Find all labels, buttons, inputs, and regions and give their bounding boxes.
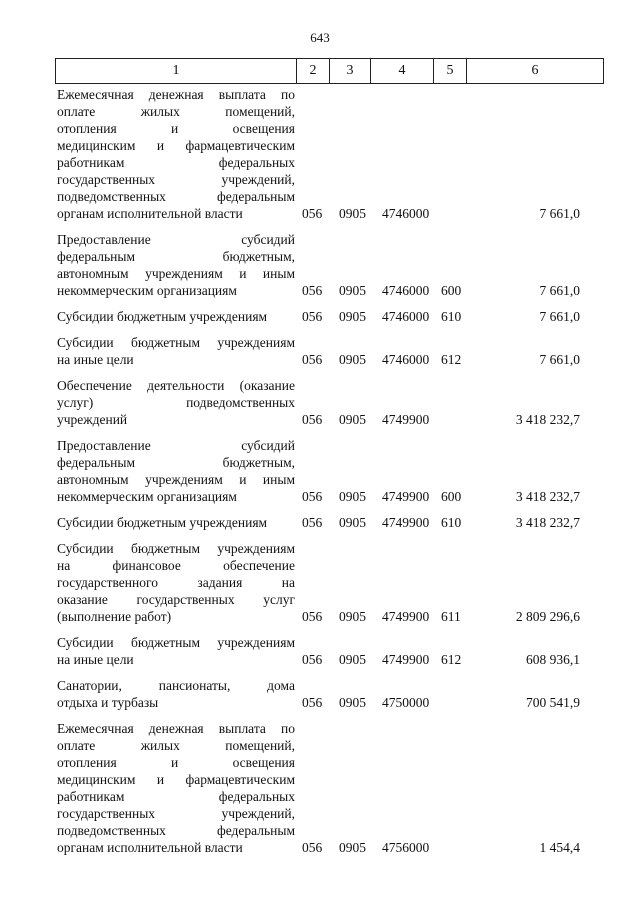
- description-line: Предоставление субсидий: [57, 438, 295, 453]
- description-line: работникам федеральных: [57, 789, 295, 804]
- description-line: оплате жилых помещений,: [57, 738, 295, 753]
- column-header-4: 4: [371, 59, 434, 84]
- ministry-code: 056: [302, 652, 323, 667]
- ministry-code: 056: [302, 352, 323, 367]
- amount: 3 418 232,7: [515, 515, 580, 530]
- table-row: [55, 86, 600, 222]
- section-code: 0905: [339, 489, 366, 504]
- target-article-code: 4746000: [382, 283, 430, 298]
- expense-type-code: 612: [441, 352, 462, 367]
- section-code: 0905: [339, 206, 366, 221]
- description-line: отдыха и турбазы: [57, 695, 159, 710]
- description-line: автономным учреждениям и иным: [57, 266, 295, 281]
- ministry-code: 056: [302, 412, 323, 427]
- column-header-6: 6: [467, 59, 604, 84]
- section-code: 0905: [339, 309, 366, 324]
- column-header-table: [55, 58, 604, 84]
- ministry-code: 056: [302, 283, 323, 298]
- row-codes: [55, 488, 600, 505]
- description-line: некоммерческим организациям: [57, 283, 237, 298]
- row-codes: [55, 411, 600, 428]
- table-row: [55, 334, 600, 368]
- expense-type-code: 611: [441, 609, 461, 624]
- column-header-3: 3: [330, 59, 371, 84]
- description-line: Предоставление субсидий: [57, 232, 295, 247]
- description-line: федеральным бюджетным,: [57, 249, 295, 264]
- ministry-code: 056: [302, 840, 323, 855]
- ministry-code: 056: [302, 695, 323, 710]
- description-line: государственных учреждений,: [57, 806, 295, 821]
- target-article-code: 4750000: [382, 695, 430, 710]
- column-header-row: [56, 59, 604, 84]
- description-line: на финансовое обеспечение: [57, 558, 295, 573]
- description-line: органам исполнительной власти: [57, 840, 243, 855]
- description-line: автономным учреждениям и иным: [57, 472, 295, 487]
- description-line: Обеспечение деятельности (оказание: [57, 378, 295, 393]
- section-code: 0905: [339, 283, 366, 298]
- description-line: Субсидии бюджетным учреждениям: [57, 635, 295, 650]
- description-line: федеральным бюджетным,: [57, 455, 295, 470]
- expense-type-code: 600: [441, 489, 462, 504]
- amount: 7 661,0: [539, 206, 580, 221]
- amount: 1 454,4: [539, 840, 580, 855]
- target-article-code: 4746000: [382, 352, 430, 367]
- description-line: (выполнение работ): [57, 609, 172, 624]
- section-code: 0905: [339, 652, 366, 667]
- target-article-code: 4746000: [382, 206, 430, 221]
- amount: 608 936,1: [526, 652, 580, 667]
- description-line: Субсидии бюджетным учреждениям: [57, 541, 295, 556]
- amount: 7 661,0: [539, 352, 580, 367]
- amount: 3 418 232,7: [515, 489, 580, 504]
- table-row: [55, 634, 600, 668]
- target-article-code: 4749900: [382, 652, 430, 667]
- amount: 2 809 296,6: [515, 609, 580, 624]
- description-line: оказание государственных услуг: [57, 592, 295, 607]
- description-line: услуг) подведомственных: [57, 395, 295, 410]
- budget-table-body: [55, 86, 600, 865]
- description-line: оплате жилых помещений,: [57, 104, 295, 119]
- section-code: 0905: [339, 515, 366, 530]
- row-codes: [55, 308, 600, 325]
- section-code: 0905: [339, 412, 366, 427]
- expense-type-code: 610: [441, 309, 462, 324]
- section-code: 0905: [339, 695, 366, 710]
- description-line: Ежемесячная денежная выплата по: [57, 721, 295, 736]
- expense-type-code: 612: [441, 652, 462, 667]
- amount: 3 418 232,7: [515, 412, 580, 427]
- target-article-code: 4756000: [382, 840, 430, 855]
- row-codes: [55, 608, 600, 625]
- ministry-code: 056: [302, 206, 323, 221]
- description-line: отопления и освещения: [57, 121, 295, 136]
- amount: 7 661,0: [539, 309, 580, 324]
- amount: 700 541,9: [526, 695, 580, 710]
- ministry-code: 056: [302, 489, 323, 504]
- table-row: [55, 540, 600, 625]
- row-codes: [55, 839, 600, 856]
- table-row: [55, 514, 600, 531]
- row-codes: [55, 514, 600, 531]
- description-line: государственного задания на: [57, 575, 295, 590]
- target-article-code: 4749900: [382, 609, 430, 624]
- expense-type-code: 610: [441, 515, 462, 530]
- target-article-code: 4749900: [382, 412, 430, 427]
- row-codes: [55, 351, 600, 368]
- description-line: медицинским и фармацевтическим: [57, 772, 295, 787]
- description-line: учреждений: [57, 412, 128, 427]
- table-row: [55, 437, 600, 505]
- table-row: [55, 308, 600, 325]
- section-code: 0905: [339, 352, 366, 367]
- description-line: Санатории, пансионаты, дома: [57, 678, 295, 693]
- row-description: [55, 86, 295, 222]
- ministry-code: 056: [302, 309, 323, 324]
- target-article-code: 4749900: [382, 515, 430, 530]
- description-line: Субсидии бюджетным учреждениям: [57, 309, 268, 324]
- expense-type-code: 600: [441, 283, 462, 298]
- table-row: [55, 720, 600, 856]
- target-article-code: 4749900: [382, 489, 430, 504]
- description-line: государственных учреждений,: [57, 172, 295, 187]
- row-codes: [55, 694, 600, 711]
- row-codes: [55, 205, 600, 222]
- description-line: некоммерческим организациям: [57, 489, 237, 504]
- description-line: подведомственных федеральным: [57, 189, 295, 204]
- amount: 7 661,0: [539, 283, 580, 298]
- row-codes: [55, 282, 600, 299]
- description-line: подведомственных федеральным: [57, 823, 295, 838]
- section-code: 0905: [339, 609, 366, 624]
- description-line: органам исполнительной власти: [57, 206, 243, 221]
- description-line: на иные цели: [57, 352, 134, 367]
- ministry-code: 056: [302, 609, 323, 624]
- table-row: [55, 677, 600, 711]
- column-header-5: 5: [434, 59, 467, 84]
- description-line: на иные цели: [57, 652, 134, 667]
- description-line: отопления и освещения: [57, 755, 295, 770]
- description-line: медицинским и фармацевтическим: [57, 138, 295, 153]
- table-row: [55, 231, 600, 299]
- target-article-code: 4746000: [382, 309, 430, 324]
- row-description: [55, 720, 295, 856]
- description-line: работникам федеральных: [57, 155, 295, 170]
- column-header-1: 1: [56, 59, 297, 84]
- description-line: Субсидии бюджетным учреждениям: [57, 515, 268, 530]
- ministry-code: 056: [302, 515, 323, 530]
- table-row: [55, 377, 600, 428]
- row-codes: [55, 651, 600, 668]
- description-line: Субсидии бюджетным учреждениям: [57, 335, 295, 350]
- description-line: Ежемесячная денежная выплата по: [57, 87, 295, 102]
- page-number: 643: [310, 30, 330, 45]
- column-header-2: 2: [297, 59, 330, 84]
- section-code: 0905: [339, 840, 366, 855]
